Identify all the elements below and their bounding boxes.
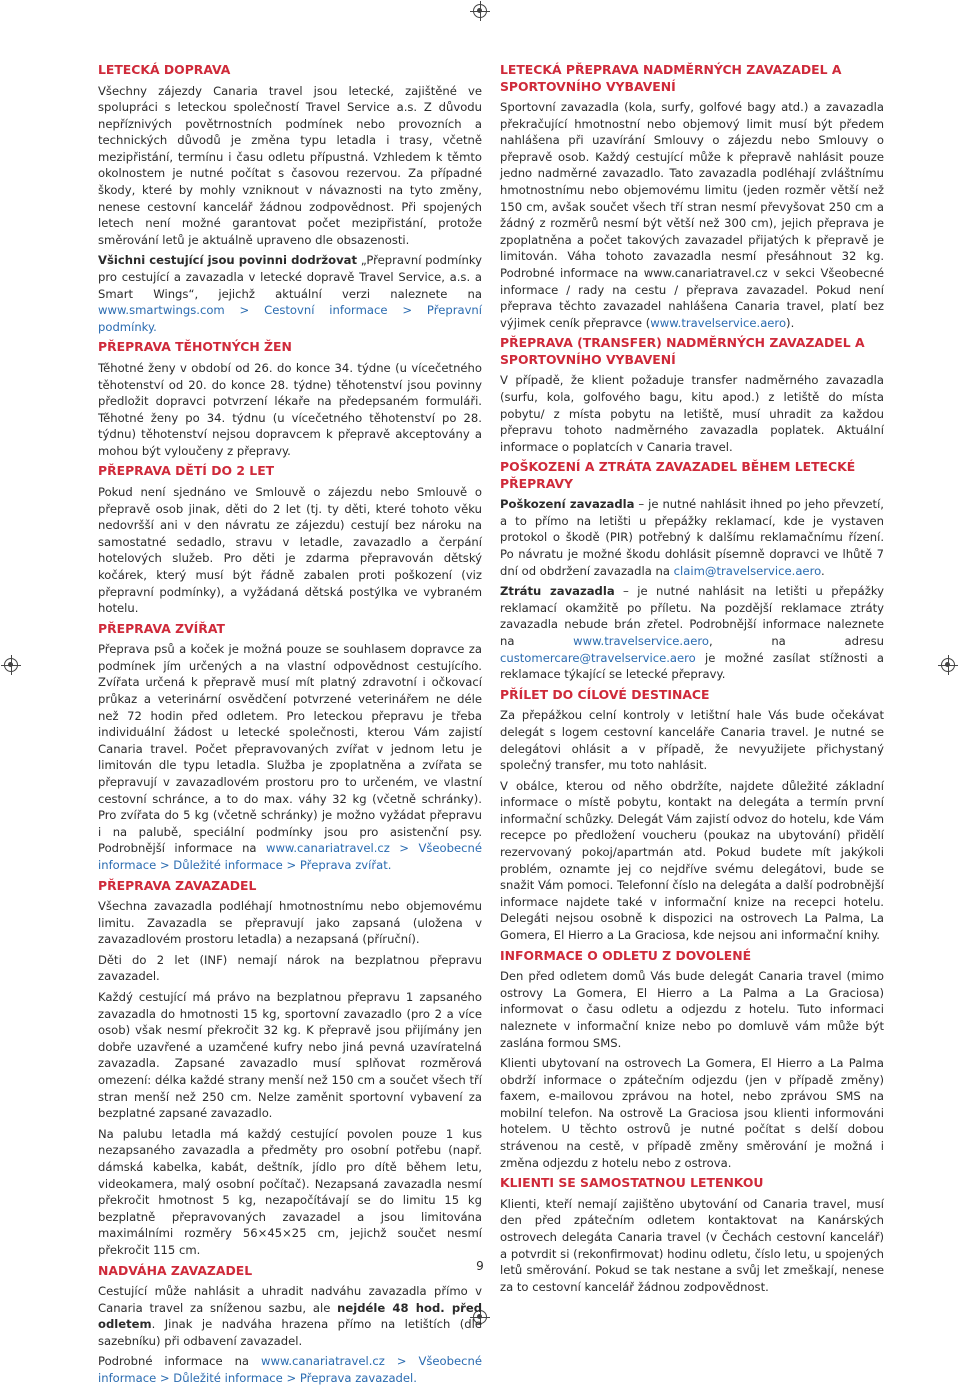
- link-travelservice-web[interactable]: www.travelservice.aero: [573, 634, 709, 649]
- text: – je nutné nahlásit ihned po jeho převzetí, a to přímo na letišti u přepážky reklamací, kde je vystaven protokol o škodě (PIR) potřebný k dalšímu reklamačnímu řízení. Po návratu je možné škodu dohlásit písemně dopravci ve lhůtě 7 dní od obdržení zavazadla na: [500, 497, 884, 578]
- text: ).: [786, 315, 795, 330]
- text: , na adresu: [708, 634, 884, 649]
- paragraph-transport-conditions: [98, 252, 482, 335]
- text: Podrobné informace na: [98, 1354, 261, 1369]
- paragraph-arrival-2: V obálce, kterou od něho obdržíte, najdete důležité základní informace o místě pobytu, kontakt na delegáta a termín první informační schůzky. Delegát Vám zajistí odvoz do hotelu, kde Vám recepce po předložení voucheru (poukaz na ubytování) přidělí rezervovaný pokoj/apartmán atd. Pokud budete mít jakýkoli problém, oznamte jej co nejdříve svému delegátovi, bude se snažit Vám pomoci. Telefonní číslo na delegáta a další podrobnější informace najdete také v informační knize na recepci hotelu. Delegáti nejsou osobně k dispozici na ostrovech La Palma, La Gomera, El Hierro a La Graciosa, kde nejsou ani informační knihy.: [500, 778, 884, 943]
- paragraph-own-ticket: Klienti, kteří nemají zajištěno ubytování od Canaria travel, musí den před zpátečním odletem kontaktovat na Kanárských ostrovech delegáta Canaria travel (v Čechách cestovní kancelář) a potvrdit si (rekonfirmovat) hodinu odletu, číslo letu, u spojených letů směrování. Pokud se tak nestane a svůj let zmeškají, nenese za to cestovní kancelář žádnou zodpovědnost.: [500, 1196, 884, 1294]
- text: .: [820, 563, 825, 578]
- heading-damage: POŠKOZENÍ A ZTRÁTA ZAVAZADEL BĚHEM LETECKÉ PŘEPRAVY: [500, 459, 856, 491]
- heading-overweight: NADVÁHA ZAVAZADEL: [98, 1262, 253, 1278]
- registration-mark-top-icon: [473, 4, 487, 18]
- heading-own-ticket: KLIENTI SE SAMOSTATNOU LETENKOU: [500, 1175, 764, 1191]
- heading-return: INFORMACE O ODLETU Z DOVOLENÉ: [500, 947, 752, 963]
- bold-deadline: nejdéle 48 hod. před odletem: [98, 1300, 482, 1332]
- link-luggage-info[interactable]: www.canariatravel.cz > Všeobecné informace > Důležité informace > Přeprava zavazadel.: [98, 1354, 483, 1385]
- paragraph-return-2: Klienti ubytovaní na ostrovech La Gomera, El Hierro a La Palma obdrží informace o zpátečním odjezdu (jen v případě změny) faxem, e-mailovou zprávou na hotel, nebo zprávou SMS na mobilní telefon. Na ostrově La Graciosa jsou klienti informováni hotelem. U těchto ostrovů je nutné počítat s delší dobou strávenou na cestě, v případě změny směrování je možná i změna odjezdu z hotelu nebo z ostrova.: [500, 1056, 884, 1170]
- paragraph-pregnant: Těhotné ženy v období od 26. do konce 34. týdne (u vícečetného těhotenství od 20. do konce 28. týdne) těhotenství jsou povinny předložit dopravci potvrzení lékaře na předepsaném formuláři. Těhotné ženy po 34. týdnu (u vícečetného těhotenství po 28. týdnu) těhotenství nejsou dopravcem k přepravě akceptovány a mohou být vyloučeny z přepravy.: [98, 360, 482, 458]
- paragraph-transfer: V případě, že klient požaduje transfer nadměrného zavazadla (surfu, kola, golfového bagu, kitu apod.) z letiště do místa pobytu/ z místa pobytu na letiště, musí uhradit za každou přepravu tohoto nadměrného zavazadla poplatek. Aktuální informace o poplatcích v Canaria travel.: [500, 373, 884, 454]
- heading-animals: PŘEPRAVA ZVÍŘAT: [98, 620, 225, 636]
- paragraph-air-transport: Všechny zájezdy Canaria travel jsou letecké, zajištěné ve spolupráci s leteckou společností Travel Service a.s. Z důvodu nepříznivých povětrnostních podmínek nebo provozních a technických důvodů je změna typu letadla i trasy, včetně mezipřistání, termínu i času odletu přípustná. Vzhledem k těmto okolnostem je nutné počítat s časovou rezervou. Za případné škody, které by mohly vzniknout v návaznosti na tyto změny, nenese cestovní kancelář žádnou zodpovědnost. Při spojených letech není možné garantovat počet mezipřistání, protože směrování letů je aktuálně upraveno dle obsazenosti.: [98, 83, 482, 247]
- text: – je nutné nahlásit na letišti u přepážky reklamací okamžitě po příletu. Na pozdější reklamace ztráty zavazadla nebude brán zřetel. Podrobnější informace naleznete na: [500, 584, 885, 649]
- paragraph-overweight-1: [98, 1283, 482, 1349]
- bold-lead: Ztrátu zavazadla: [500, 584, 615, 599]
- registration-mark-left-icon: [4, 658, 18, 672]
- paragraph-overweight-2: [98, 1353, 482, 1386]
- heading-pregnant: PŘEPRAVA TĚHOTNÝCH ŽEN: [98, 339, 292, 355]
- right-column: [500, 62, 884, 1299]
- paragraph-damage: [500, 496, 884, 579]
- page-number: 9: [476, 1259, 484, 1273]
- text: Přeprava psů a koček je možná pouze se souhlasem dopravce za podmínek jím určených a na vlastní odpovědnost cestujícího. Zvířata určená k přepravě musí mít platný zdravotní i očkovací průkaz a veterinární osvědčení potvrzené veterinářem ne déle než 72 hodin před odletem. Pro leteckou přepravu je třeba individuální žádost u letecké společnosti, kterou Vám zajistí Canaria travel. Počet přepravovaných zvířat v jednom letu je limitován dle typu letadla. Služba je zpoplatněna a zvířata se přepravují v zavazadlovém prostoru pro to určeném, ve vlastní cestovní schránce, a to do max. váhy 32 kg (včetně schránky). Pro zvířata do 5 kg (včetně schránky) je možno vyžádat přepravu i na palubě, speciální podmínky jsou pro asistenční psy. Podrobnější informace na: [98, 642, 482, 856]
- heading-luggage: PŘEPRAVA ZAVAZADEL: [98, 877, 257, 893]
- text: . Jinak je nadváha hrazena přímo na letištích (dle sazebníku) při odbavení zavazadel.: [98, 1317, 482, 1348]
- registration-mark-right-icon: [941, 658, 955, 672]
- link-animals[interactable]: www.canariatravel.cz > Všeobecné informace > Důležité informace > Přeprava zvířat.: [98, 841, 482, 872]
- link-smartwings[interactable]: www.smartwings.com > Cestovní informace > Přepravní podmínky.: [98, 303, 482, 334]
- heading-air-transport: LETECKÁ DOPRAVA: [98, 62, 231, 77]
- text: Cestující může nahlásit a uhradit nadváhu zavazadla přímo v Canaria travel za sníženou sazbu, ale: [98, 1284, 482, 1315]
- paragraph-luggage-1: Všechna zavazadla podléhají hmotnostnímu nebo objemovému limitu. Zavazadla se přepravují jako zapsaná (uložena v zavazadlovém prostoru letadla) a nezapsaná (příruční).: [98, 899, 482, 947]
- bold-lead: Všichni cestující jsou povinni dodržovat: [98, 253, 358, 268]
- heading-oversize: LETECKÁ PŘEPRAVA NADMĚRNÝCH ZAVAZADEL A SPORTOVNÍHO VYBAVENÍ: [500, 62, 842, 94]
- paragraph-return-1: Den před odletem domů Vás bude delegát Canaria travel (mimo ostrovy La Gomera, El Hierro a La Palma a La Graciosa) informovat o času odletu a odjezdu z hotelu. Tuto informaci naleznete v informační knize nebo po domluvě vám může být zaslána formou SMS.: [500, 969, 884, 1050]
- left-column: [98, 62, 482, 1391]
- paragraph-luggage-2: Děti do 2 let (INF) nemají nárok na bezplatnou přepravu zavazadel.: [98, 952, 482, 984]
- paragraph-oversize: [500, 99, 884, 331]
- heading-children: PŘEPRAVA DĚTÍ DO 2 LET: [98, 463, 275, 479]
- text: „Přepravní podmínky pro cestující a zavazadla v letecké dopravě Travel Service, a.s. a Smart Wings“, jejichž aktuální verzi naleznete na: [98, 253, 482, 301]
- text: Sportovní zavazadla (kola, surfy, golfové bagy atd.) a zavazadla překračující hmotnostní nebo objemový limit musí být předem nahlášena při uzavírání Smlouvy o zájezdu nebo Smlouvy o přepravě osob. Každý cestující může k přepravě nahlásit pouze jedno nadměrné zavazadlo. Tato zavazadla podléhají zvláštnímu hmotnostnímu nebo objemovému limitu (jeden rozměr větší než 150 cm, avšak součet všech tří stran nesmí převyšovat 250 cm a žádný z rozměrů nesmí být větší než 300 cm), jejich přeprava je zpoplatněna a počet takových zavazadel přijatých k přepravě je limitován. Váha tohoto zavazadla nesmí přesáhnout 32 kg. Podrobné informace na www.canariatravel.cz v sekci Všeobecné informace / rady na cestu / přeprava zavazadel. Pokud není přeprava těchto zavazadel nahlášena Canaria travel, platí bez výjimek ceník přepravce (: [500, 100, 884, 330]
- text: je možné zasílat stížnosti a reklamace týkající se letecké přepravy.: [500, 650, 884, 682]
- paragraph-arrival-1: Za přepážkou celní kontroly v letištní hale Vás bude očekávat delegát s logem cestovní kanceláře Canaria travel. Je nutné se delegátovi ohlásit a v případě, že nevyužijete přichystaný společný transfer, mu toto nahlásit.: [500, 708, 884, 773]
- link-customercare-email[interactable]: customercare@travelservice.aero: [500, 650, 696, 665]
- heading-transfer: PŘEPRAVA (TRANSFER) NADMĚRNÝCH ZAVAZADEL A SPORTOVNÍHO VYBAVENÍ: [500, 335, 865, 367]
- paragraph-children: Pokud není sjednáno ve Smlouvě o zájezdu nebo Smlouvě o přepravě osob jinak, děti do 2 let (tj. ty děti, které tohoto věku nedovršší ani v den návratu ze zájezdu) cestují bez nároku na samostatné sedadlo, stravu v letadle, zavazadlo a čerpání hotelových služeb. Pro děti je zdarma přepravován dětský kočárek, který musí být řádně zabalen proti poškození (viz přepravní podmínky), a vyžádaná dětská postýlka ve vybraném hotelu.: [98, 484, 482, 616]
- bold-lead: Poškození zavazadla: [500, 497, 635, 512]
- paragraph-loss: [500, 583, 884, 683]
- paragraph-luggage-4: Na palubu letadla má každý cestující povolen pouze 1 kus nezapsaného zavazadla a předměty pro osobní potřebu (např. dámská kabelka, kabát, deštník, jídlo pro dítě během letu, videokamera, malý osobní počítač). Nezapsaná zavazadla nesmí překročit hmotnost 5 kg, nezapočítávají se do limitu 15 kg bezplatně přepravovaných zavazadel a jsou limitována maximálními rozměry 56×45×25 cm, jejichž součet nesmí překročit 115 cm.: [98, 1126, 482, 1257]
- link-travelservice[interactable]: www.travelservice.aero: [650, 315, 787, 330]
- paragraph-luggage-3: Každý cestující má právo na bezplatnou přepravu 1 zapsaného zavazadla do hmotnosti 15 kg, sportovní zavazadlo (pro 2 a více osob) však nesmí překročit 32 kg. K přepravě jsou přijímány jen dobře uzavřené a uzamčené kufry nebo jiná pevná uzavíratelná zavazadla. Zapsané zavazadlo musí splňovat rozměrová omezení: délka každé strany menší než 150 cm a součet všech tří stran menší než 250 cm. Nelze zaměnit sportovní vybavení za bezplatné zapsané zavazadlo.: [98, 990, 482, 1121]
- paragraph-animals: [98, 641, 482, 873]
- heading-arrival: PŘÍLET DO CÍLOVÉ DESTINACE: [500, 686, 710, 702]
- link-claim-email[interactable]: claim@travelservice.aero: [673, 563, 821, 578]
